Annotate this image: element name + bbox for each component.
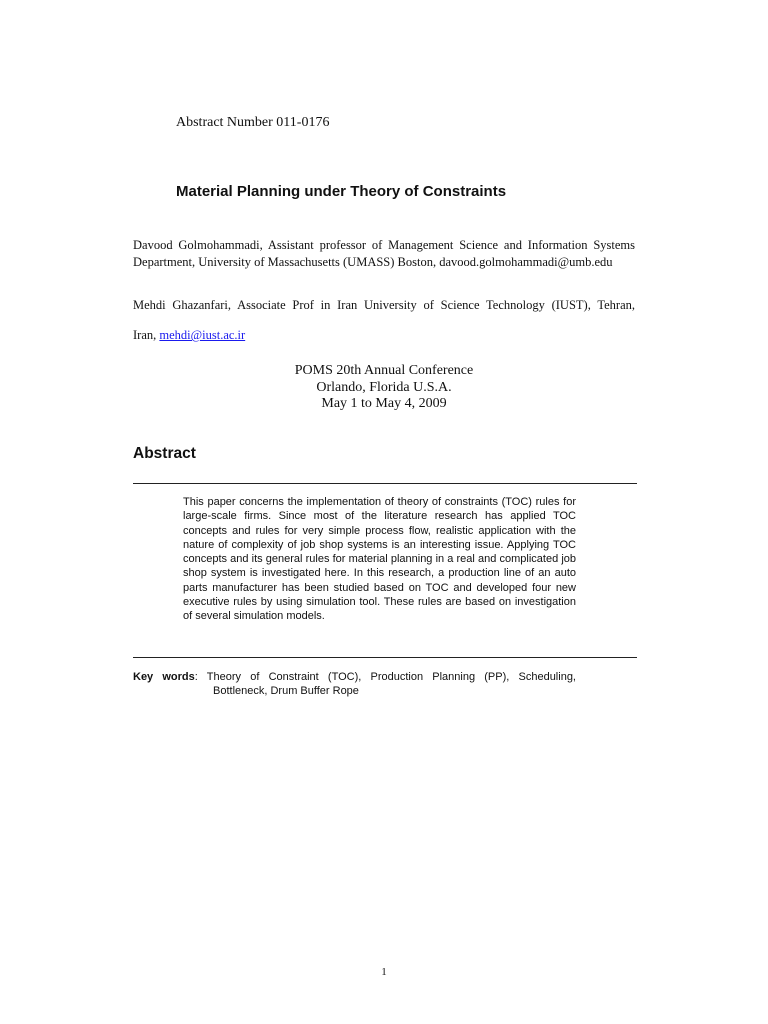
author-block-ghazanfari [133, 290, 635, 350]
conference-name: POMS 20th Annual Conference [294, 363, 474, 378]
abstract-bottom-divider [133, 657, 637, 658]
keywords-list-part-2: Bottleneck, Drum Buffer Rope [213, 685, 359, 697]
abstract-top-divider [133, 483, 637, 484]
conference-dates: May 1 to May 4, 2009 [321, 396, 447, 411]
author-block-golmohammadi [133, 237, 635, 271]
abstract-number: Abstract Number 011-0176 [176, 115, 330, 130]
conference-location: Orlando, Florida U.S.A. [316, 379, 452, 395]
keywords-list-part-1: : Theory of Constraint (TOC), Production Planning (PP), Scheduling, [194, 671, 576, 683]
author-email-link[interactable]: mehdi@iust.ac.ir [159, 328, 246, 342]
page-number: 1 [381, 966, 387, 978]
conference-info [0, 363, 768, 413]
author-affiliation-prefix: Iran, [133, 328, 160, 342]
abstract-heading: Abstract [133, 445, 196, 462]
author-affiliation-line: Davood Golmohammadi, Assistant professor of Management Science and Information Systems [133, 238, 635, 252]
keywords-line [133, 670, 576, 684]
keywords-block [133, 670, 576, 698]
keywords-label: Key words [133, 671, 195, 683]
paper-title: Material Planning under Theory of Constraints [176, 183, 507, 200]
abstract-body: This paper concerns the implementation of theory of constraints (TOC) rules for large-scale firms. Since most of the literature research has applied TOC concepts and rules for very simple process flow, realistic application with the nature of complexity of job shop systems is an interesting issue. Applying TOC concepts and its general rules for material planning in a real and complicated job shop system is investigated here. In this research, a production line of an auto parts manufacturer has been studied based on TOC and developed four new executive rules by using simulation tool. These rules are based on investigation of several simulation models. [183, 496, 576, 623]
author-affiliation-line: Department, University of Massachusetts (UMASS) Boston, davood.golmohammadi@umb.edu [133, 255, 613, 269]
author-affiliation-line: Mehdi Ghazanfari, Associate Prof in Iran University of Science Technology (IUST), Tehran, [133, 298, 635, 312]
